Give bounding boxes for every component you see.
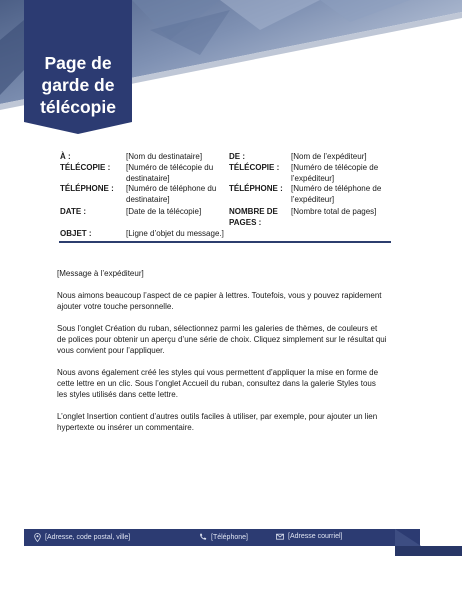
message-paragraph-1[interactable]: [Message à l’expéditeur] — [57, 269, 144, 278]
to-label: À : — [60, 152, 71, 161]
footer-email-text[interactable]: [Adresse courriel] — [288, 533, 343, 540]
to-value[interactable]: [Nom du destinataire] — [126, 152, 203, 161]
pages-label-line-1: NOMBRE DE — [229, 207, 278, 216]
fax2-label: TÉLÉCOPIE : — [229, 163, 280, 172]
fax-label: TÉLÉCOPIE : — [60, 163, 111, 172]
footer-email — [276, 533, 342, 540]
pages-label — [229, 207, 289, 228]
fax2-value[interactable]: [Numéro de télécopie de l’expéditeur] — [291, 163, 379, 183]
phone-value[interactable]: [Numéro de téléphone du destinataire] — [126, 184, 217, 204]
phone-icon — [199, 533, 207, 541]
message-body — [57, 268, 387, 444]
date-value[interactable]: [Date de la télécopie] — [126, 207, 202, 216]
mail-icon — [276, 533, 284, 540]
subject-label: OBJET : — [60, 229, 92, 238]
title-line-3: télécopie — [40, 97, 116, 117]
from-label: DE : — [229, 152, 245, 161]
phone-label: TÉLÉPHONE : — [60, 184, 114, 193]
message-paragraph-3[interactable]: Sous l’onglet Création du ruban, sélectionnez parmi les galeries de thèmes, de couleurs et de polices pour obtenir un aperçu d’une série de choix. Cliquez simplement sur le résultat qui vous convient pour l’appliquer. — [57, 324, 387, 355]
message-paragraph-4[interactable]: Nous avons également créé les styles qui vous permettent d’appliquer la mise en forme de cette lettre en un clic. Sous l’onglet Accueil du ruban, consultez dans la galerie Styles tous les styles utilisés dans cette lettre. — [57, 368, 379, 399]
pages-label-line-2: PAGES : — [229, 217, 262, 227]
date-label: DATE : — [60, 207, 87, 216]
message-paragraph-5[interactable]: L’onglet Insertion contient d’autres outils faciles à utiliser, par exemple, pour ajouter un lien hypertexte ou insérer un commentaire. — [57, 412, 378, 432]
pages-value[interactable]: [Nombre total de pages] — [291, 207, 377, 216]
location-pin-icon — [34, 533, 41, 542]
page-title — [24, 52, 132, 118]
footer-accent-bar — [395, 546, 462, 556]
footer-bar-angle — [395, 529, 421, 546]
footer-address-text[interactable]: [Adresse, code postal, ville] — [45, 534, 131, 541]
title-line-2: garde de — [41, 75, 115, 95]
footer-address — [34, 533, 130, 542]
divider-rule — [59, 241, 391, 243]
phone2-value[interactable]: [Numéro de téléphone de l’expéditeur] — [291, 184, 382, 204]
footer-phone-text[interactable]: [Téléphone] — [211, 533, 248, 541]
title-line-1: Page de — [44, 53, 112, 73]
from-value[interactable]: [Nom de l’expéditeur] — [291, 152, 367, 161]
message-paragraph-2[interactable]: Nous aimons beaucoup l’aspect de ce papier à lettres. Toutefois, vous y pouvez rapidement ajouter votre touche personnelle. — [57, 291, 382, 311]
subject-value[interactable]: [Ligne d’objet du message.] — [126, 229, 224, 238]
footer-phone — [199, 533, 248, 541]
fax-value[interactable]: [Numéro de télécopie du destinataire] — [126, 163, 214, 183]
phone2-label: TÉLÉPHONE : — [229, 184, 283, 193]
